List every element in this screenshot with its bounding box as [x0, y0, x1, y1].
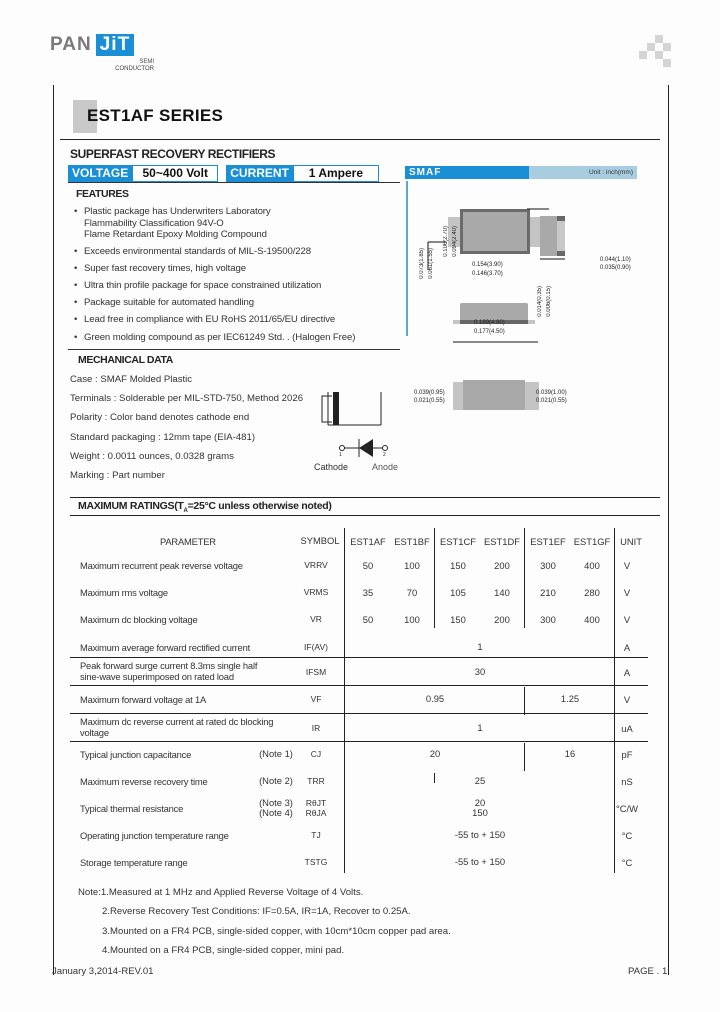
row-value: 210: [540, 586, 556, 598]
panjit-logo: [50, 34, 134, 56]
anode-label: Anode: [372, 462, 399, 472]
param-line: sine-wave superimposed on rated load: [80, 670, 234, 682]
row-value: 105: [450, 586, 466, 598]
page-title: EST1AF SERIES: [87, 106, 224, 125]
voltage-value: 50~400 Volt: [132, 165, 218, 182]
row-symbol: TSTG: [304, 856, 328, 867]
table-header-row: [70, 534, 648, 548]
symbol-line: RθJT: [305, 797, 327, 808]
row-parameter: Maximum dc blocking voltage: [80, 613, 198, 625]
row-value: 150: [450, 613, 466, 625]
table-row: [70, 692, 648, 706]
feature-item: [74, 206, 355, 241]
dim-height-b: 0.094(2.40): [452, 226, 458, 257]
package-outline-drawing: [405, 180, 645, 410]
dim-pad-right-a: 0.039(1.00): [536, 390, 567, 396]
value-line: 20: [474, 796, 486, 808]
header-part: EST1AF: [350, 535, 386, 547]
package-name: SMAF: [405, 166, 529, 179]
table-row: [70, 855, 648, 869]
spec-divider: [68, 182, 400, 183]
ratings-title-sub: A: [183, 508, 188, 515]
row-parameter: [80, 661, 257, 682]
note-3: 3.Mounted on a FR4 PCB, single-sided copper, with 10cm*10cm copper pad area.: [102, 925, 451, 937]
row-parameter: Maximum reverse recovery time: [80, 775, 208, 787]
ratings-title-rest: =25°C unless otherwise noted): [187, 500, 332, 512]
dim-length-b: 0.177(4.50): [474, 329, 505, 335]
row-unit: V: [623, 559, 631, 571]
features-heading: FEATURES: [76, 188, 129, 200]
dim-body-width-a: 0.154(3.90): [472, 262, 503, 268]
header-part: EST1BF: [394, 535, 430, 547]
row-value: 70: [406, 586, 418, 598]
pin1-label: 1: [339, 452, 342, 458]
row-note: (Note 2): [259, 774, 293, 786]
table-row: [70, 660, 648, 684]
row-unit: V: [623, 586, 631, 598]
row-parameter: Maximum rms voltage: [80, 586, 168, 598]
dim-lead-a: 0.073(1.85): [419, 248, 425, 279]
note-line: (Note 4): [259, 807, 293, 818]
mech-item-terminals: Terminals : Solderable per MIL-STD-750, Method 2026: [70, 393, 304, 405]
table-row: [70, 796, 648, 820]
title-divider: [60, 139, 660, 140]
feature-item: • Green molding compound as per IEC61249 Std. . (Halogen Free): [74, 332, 355, 344]
spec-bar: [68, 165, 379, 182]
page-frame-right: [668, 85, 669, 975]
feature-item: • Ultra thin profile package for space constrained utilization: [74, 280, 355, 292]
diode-symbol-icon: [318, 388, 400, 463]
note-4: 4.Mounted on a FR4 PCB, single-sided copper, mini pad.: [102, 944, 345, 956]
row-value: 50: [362, 613, 374, 625]
header-parameter: PARAMETER: [160, 535, 216, 547]
param-line: Peak forward surge current 8.3ms single half: [80, 660, 258, 671]
ratings-divider-top: [70, 497, 660, 498]
row-unit: V: [623, 693, 631, 705]
row-value: [346, 798, 614, 819]
mech-item-weight: Weight : 0.0011 ounces, 0.0328 grams: [70, 450, 234, 462]
row-value: 150: [450, 559, 466, 571]
package-header: [405, 166, 637, 179]
row-note: [256, 798, 296, 819]
cathode-label: Cathode: [314, 462, 349, 472]
row-symbol: CJ: [310, 748, 322, 759]
page-frame-left: [53, 85, 54, 975]
dim-pad-left-a: 0.039(0.95): [414, 390, 445, 396]
feature-line: Flame Retardant Epoxy Molding Compound: [84, 229, 267, 240]
feature-item: • Exceeds environmental standards of MIL-S-19500/228: [74, 246, 355, 258]
row-value: 400: [584, 613, 600, 625]
row-value: 280: [584, 586, 600, 598]
row-symbol: IFSM: [305, 666, 327, 677]
dim-pad-left-b: 0.021(0.55): [414, 398, 445, 404]
row-value: 100: [404, 613, 420, 625]
logo-sub-line1: SEMI: [139, 59, 154, 65]
row-value: 1: [477, 721, 483, 733]
table-row: [70, 747, 648, 761]
row-parameter: Typical thermal resistance: [80, 802, 184, 814]
feature-item: • Package suitable for automated handling: [74, 297, 355, 309]
note-line: (Note 3): [259, 796, 293, 808]
row-unit: °C/W: [616, 802, 638, 814]
row-symbol: IR: [311, 722, 321, 733]
logo-text-pan: PAN: [50, 34, 92, 55]
row-value: 30: [474, 665, 486, 677]
feature-line: • Plastic package has Underwriters Laboratory: [84, 206, 271, 217]
logo-text-jit: JiT: [96, 34, 134, 56]
row-symbol: VF: [310, 693, 322, 704]
row-parameter: Typical junction capacitance: [80, 748, 192, 760]
row-unit: V: [623, 613, 631, 625]
voltage-label: VOLTAGE: [68, 165, 132, 182]
note-2: 2.Reverse Recovery Test Conditions: IF=0.5A, IR=1A, Recover to 0.25A.: [102, 906, 411, 918]
row-value: 0.95: [425, 692, 445, 704]
symbol-line: RθJA: [305, 808, 327, 818]
mechanical-heading: MECHANICAL DATA: [78, 354, 173, 366]
row-symbol: VRRV: [304, 559, 328, 570]
product-subtitle: SUPERFAST RECOVERY RECTIFIERS: [70, 147, 276, 161]
header-unit: UNIT: [620, 535, 642, 547]
row-value: 35: [362, 586, 374, 598]
logo-subtitle: [106, 59, 154, 73]
dim-pad-right-b: 0.021(0.55): [536, 398, 567, 404]
row-value: 1: [477, 640, 483, 652]
header-part: EST1DF: [484, 535, 520, 547]
row-parameter: Maximum recurrent peak reverse voltage: [80, 559, 243, 571]
row-value: 300: [540, 559, 556, 571]
row-symbol: TRR: [307, 775, 325, 786]
table-row: [70, 774, 648, 788]
table-row: [70, 558, 648, 572]
header-part: EST1GF: [573, 535, 611, 547]
dim-side-a: 0.044(1.10): [600, 257, 631, 263]
row-parameter: Storage temperature range: [80, 856, 188, 868]
revision-date: January 3,2014-REV.01: [52, 966, 154, 977]
header-symbol: SYMBOL: [300, 534, 340, 546]
current-value: 1 Ampere: [293, 165, 379, 182]
package-unit: Unit : inch(mm): [529, 166, 637, 179]
row-parameter: Maximum forward voltage at 1A: [80, 693, 207, 705]
row-symbol: VR: [310, 613, 322, 624]
page-number: PAGE . 1: [628, 966, 668, 977]
dim-height-a: 0.106(2.70): [443, 226, 449, 257]
row-value: -55 to + 150: [454, 855, 506, 867]
mech-item-case: Case : SMAF Molded Plastic: [70, 374, 193, 385]
row-value: 1.25: [560, 692, 580, 704]
row-value: 200: [494, 613, 510, 625]
row-value: 100: [404, 559, 420, 571]
mechanical-list: [70, 374, 303, 489]
row-value: 25: [474, 774, 486, 786]
mech-item-marking: Marking : Part number: [70, 469, 165, 481]
mechanical-divider: [68, 349, 400, 350]
ratings-divider-bottom: [70, 515, 660, 516]
table-row: [70, 612, 648, 626]
header-part: EST1CF: [440, 535, 476, 547]
table-row: [70, 585, 648, 599]
dim-thick-b: 0.006(0.15): [546, 286, 552, 317]
logo-sub-line2: CONDUCTOR: [115, 66, 154, 72]
row-value: -55 to + 150: [454, 828, 506, 840]
row-value: 400: [584, 559, 600, 571]
row-value: 140: [494, 586, 510, 598]
row-value: 200: [494, 559, 510, 571]
row-unit: °C: [621, 829, 633, 841]
feature-item: • Lead free in compliance with EU RoHS 2011/65/EU directive: [74, 314, 355, 326]
note-1: Note:1.Measured at 1 MHz and Applied Reverse Voltage of 4 Volts.: [78, 887, 364, 898]
table-row: [70, 716, 648, 740]
dim-side-b: 0.035(0.90): [600, 265, 631, 271]
row-unit: A: [623, 666, 631, 678]
notes-section: [78, 887, 451, 964]
row-symbol: IF(AV): [304, 641, 328, 652]
feature-line: Flammability Classification 94V-O: [84, 217, 224, 229]
row-unit: pF: [621, 748, 633, 760]
mech-item-polarity: Polarity : Color band denotes cathode end: [70, 412, 250, 424]
row-value: 300: [540, 613, 556, 625]
row-value: 50: [362, 559, 374, 571]
param-line: voltage: [80, 726, 109, 738]
dim-length-a: 0.189(4.80): [474, 320, 505, 326]
value-line: 150: [472, 807, 488, 818]
row-unit: A: [623, 641, 631, 653]
row-value: 20: [429, 747, 441, 759]
row-note: (Note 1): [259, 747, 293, 759]
row-symbol: VRMS: [303, 586, 329, 597]
row-symbol: TJ: [311, 829, 321, 840]
current-label: CURRENT: [226, 165, 293, 182]
ratings-heading: [78, 500, 332, 514]
ratings-title-text: MAXIMUM RATINGS(T: [78, 500, 184, 512]
row-unit: nS: [621, 775, 633, 787]
dim-thick-a: 0.014(0.35): [537, 286, 543, 317]
feature-item: • Super fast recovery times, high voltage: [74, 263, 355, 275]
dim-body-width-b: 0.146(3.70): [472, 271, 503, 277]
mech-item-packaging: Standard packaging : 12mm tape (EIA-481): [70, 431, 256, 443]
pin2-label: 2: [383, 452, 386, 458]
features-list: [74, 206, 355, 349]
row-parameter: [80, 717, 273, 738]
table-row: [70, 828, 648, 842]
decorative-squares-icon: [637, 35, 667, 65]
param-line: Maximum dc reverse current at rated dc blocking: [80, 716, 274, 727]
row-unit: uA: [621, 722, 633, 734]
table-row: [70, 640, 648, 654]
header-part: EST1EF: [530, 535, 566, 547]
row-parameter: Operating junction temperature range: [80, 829, 229, 841]
row-parameter: Maximum average forward rectified current: [80, 641, 250, 653]
dim-lead-b: 0.061(1.55): [428, 248, 434, 279]
row-symbol: [296, 798, 336, 819]
row-unit: °C: [621, 856, 633, 868]
row-value: 16: [564, 747, 576, 759]
